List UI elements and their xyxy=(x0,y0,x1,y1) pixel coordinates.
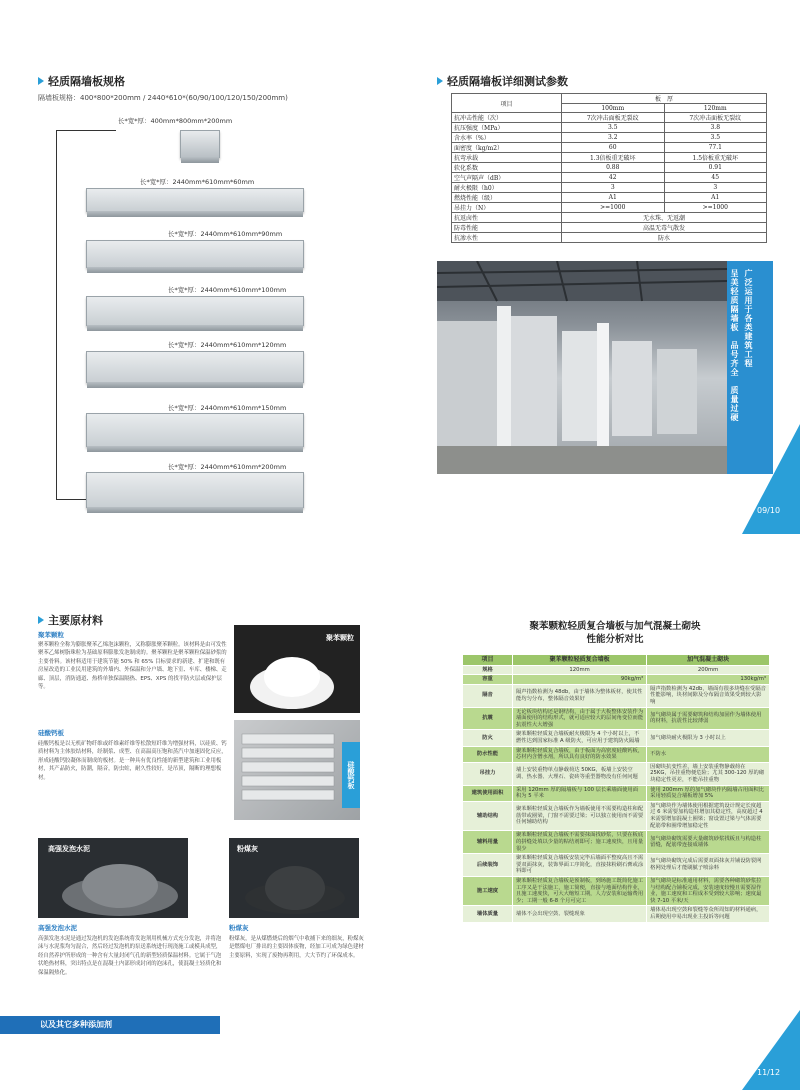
table-row: 吊挂力 墙上安装重物单点静载荷达 50KG，板墙上安装空调、热水器、大理石、瓷砖等重型器物没有任何问题 因砌块抗变性差，墙上安装重物静载荷在 25KG，吊挂重物便危险；尤其 300-120 厚的砌块稳定性更差，不能吊挂重物 xyxy=(463,762,770,785)
table-row: 建筑使用面积 采用 120mm 厚的隔墙板与 100 层长乘墙面使用面积为 5 平米 使用 200mm 厚的加气砌块作内隔墙占用面积比采用轻质复合墙板增加 5% xyxy=(463,785,770,801)
table-row: 面密度（kg/m2） 60 77.1 xyxy=(452,143,767,153)
triangle-bullet-icon xyxy=(38,77,44,85)
material-title-2: 硅酸钙板 xyxy=(38,729,64,737)
material-text-1: 聚苯颗粒全称为膨胀聚苯乙烯泡沫颗粒，又称膨胀聚苯颗粒。该材料是由可发性聚苯乙烯树脂珠粒为基础原料膨胀发泡制成的。聚苯颗粒是聚苯颗粒保温砂浆的主要骨料。该材料适用于建筑节能 50% 和 65% 目标要求的新建、扩建和既有房屋改造的工业民用建筑的外墙内、外保温和分户墙、地下室、车库、楼梯、走廊、顶层，消防通道、热桥单独保温隔热、EPS、XPS 的找平防火层或保护层等。 xyxy=(38,642,227,690)
banner-line-1: 广泛运用于各类建筑工程 xyxy=(744,269,753,368)
table-row: 含水率（%） 3.2 3.5 xyxy=(452,133,767,143)
table-row: 容重 90kg/m³ 130kg/m³ xyxy=(463,675,770,685)
spec-header-item: 项目 xyxy=(452,94,562,113)
table-row: 抗压强度（MPa） 3.5 3.8 xyxy=(452,123,767,133)
table-row: 墙体质量 墙体不会出现空鼓、裂缝现象 墙体易出现空鼓和裂缝等众所周知的材料通病，后期使用中易出现业主投诉等问题 xyxy=(463,906,770,922)
section-title-materials: 主要原材料 xyxy=(38,612,103,628)
table-row: 辅料用量 聚苯颗粒轻质复合墙板不需要抹面找砂浆，只要在板底的拼缝处填以少量的粘结剂即可；施工速度快，且用量很少 加气砌块砌筑需要大量砌筑砂浆找板且与构造柱留缝，配筋带连接成墙体 xyxy=(463,831,770,854)
footer-text: 以及其它多种添加剂 xyxy=(40,1020,112,1029)
panel-image-7 xyxy=(86,472,304,508)
panel-dim-2: 长*宽*厚：2440mm*610mm*60mm xyxy=(140,178,255,186)
table-row: 空气声隔声（dB） 42 45 xyxy=(452,173,767,183)
panel-dim-4: 长*宽*厚：2440mm*610mm*100mm xyxy=(168,286,287,294)
cement-label: 高强发泡水泥 xyxy=(48,845,90,853)
table-row: 后续装饰 聚苯颗粒轻质复合墙板安装完毕后墙面平整度高且不需要双面抹灰，装饰界面工序简化，直接抹粉刷石膏或涂料即可 加气砌块砌筑完成后需要双面抹灰并铺设防裂网格网处理后才能刷腻子喷涂料 xyxy=(463,854,770,877)
spec-header-col1: 100mm xyxy=(562,104,665,113)
table-row: 抗渗水性 防水 xyxy=(452,233,767,243)
spec-line: 隔墙板规格：400*800*200mm / 2440*610*(60/90/100/120/150/200mm) xyxy=(38,94,288,102)
table-row: 规格 120mm 200mm xyxy=(463,665,770,675)
table-row: 辅助结构 聚苯颗粒轻质复合墙板作为墙板使用不需要构造柱和配筋带或圈梁，门窗不需要过梁；可以独立使用而不需要任何辅助结构 加气砌块作为墙体使用根据建筑设计规定长度超过 6 米需要加构造柱增加其稳定性，高度超过 4 米需要增加混凝土圈梁；窗设置过梁与气体需要配筋带和圈带增加稳定性 xyxy=(463,801,770,830)
polystyrene-image xyxy=(234,625,360,713)
material-text-4: 粉煤灰，是从煤燃烧后的烟气中收捕下来的细灰，粉煤灰是燃煤电厂排出的主要固体废物，经加工可成为绿色建材主要原料，实现了废物再利用，大大节约了环保成本。 xyxy=(229,936,364,959)
comparison-table xyxy=(462,654,770,923)
triangle-bullet-icon xyxy=(38,616,44,624)
panel-image-6 xyxy=(86,413,304,447)
table-row: 抗冲击性能（次） 7次冲击面板无裂纹 7次冲击面板无裂纹 xyxy=(452,113,767,123)
page-number-top: 09/10 xyxy=(757,506,781,515)
material-text-2: 硅酸钙板是以无机矿物纤维或纤维素纤维等松散短纤维为增强材料，以硅质、钙质材料为主体胶结材料，经制浆、成型、在高温高压饱和蒸汽中加速固化反应，形成硅酸钙胶凝体而制成的板材。是一种具有优良性能的新型建筑和工业用板材，其产品防火，防潮，隔音，防虫蛀，耐久性较好，是吊顶，隔断的理想板材。 xyxy=(38,741,227,781)
material-title-3: 高强发泡水泥 xyxy=(38,924,77,932)
material-title-4: 粉煤灰 xyxy=(229,924,249,932)
table-row: 抗返卤性 无水珠、无返潮 xyxy=(452,213,767,223)
calcium-silicate-image xyxy=(234,720,360,820)
flyash-label: 粉煤灰 xyxy=(237,845,258,853)
table-row: 耐火极限（h0） 3 3 xyxy=(452,183,767,193)
spec-header-group: 板 厚 xyxy=(562,94,767,104)
banner-line-2: 呈美轻质隔墙板 品号齐全 质量过硬 xyxy=(730,269,739,422)
panel-image-4 xyxy=(86,296,304,326)
cement-image xyxy=(38,838,188,918)
table-row: 抗震 无论板块结构还是钢结构，由于属于大板整体安装作为墙面使用的结构形式，就可适应较大的层间角变位而能抗震性大大增强 加气砌块属于需要砌筑和结构加固作为墙体使用的材料，抗震性比较薄弱 xyxy=(463,707,770,730)
panel-dim-6: 长*宽*厚：2440mm*610mm*150mm xyxy=(168,404,287,412)
section-title-specs: 轻质隔墙板规格 xyxy=(38,73,125,89)
table-row: 防毒性能 高温无毒气散发 xyxy=(452,223,767,233)
footer-bar xyxy=(0,1016,220,1034)
table-row: 软化系数 0.88 0.91 xyxy=(452,163,767,173)
panel-image-5 xyxy=(86,351,304,383)
table-header-row: 项目 聚苯颗粒轻质复合墙板 加气混凝土砌块 xyxy=(463,655,770,666)
table-row: 抗弯承载 1.3倍板重无破坏 1.5倍板重无破坏 xyxy=(452,153,767,163)
construction-photo xyxy=(437,261,727,474)
comparison-title: 聚苯颗粒轻质复合墙板与加气混凝土砌块 性能分析对比 xyxy=(529,621,701,646)
section-title-params: 轻质隔墙板详细测试参数 xyxy=(437,73,568,89)
corner-triangle xyxy=(742,424,800,534)
material-title-1: 聚苯颗粒 xyxy=(38,631,64,639)
page-number-bottom: 11/12 xyxy=(757,1068,781,1077)
panel-dim-3: 长*宽*厚：2440mm*610mm*90mm xyxy=(168,230,283,238)
table-row: 吊挂力（N） >=1000 >=1000 xyxy=(452,203,767,213)
corner-triangle-bottom xyxy=(742,1010,800,1090)
table-row: 防水性能 聚苯颗粒轻质复合墙板，由于板面为高密度硅酸钙板，芯材内含憎水剂，所以具有良好的防水效果 不防水 xyxy=(463,746,770,762)
panel-image-2 xyxy=(86,188,304,212)
flyash-image xyxy=(229,838,359,918)
material-text-3: 高强发泡水泥是通过发泡机的发泡系统将发泡剂用机械方式充分发泡，并将泡沫与水泥浆均匀混合，然后经过发泡机的泵送系统进行现浇施工或模具成型，经自然养护所形成的一种含有大量封闭气孔的新型轻质保温材料。它属于气泡状绝热材料，突出特点是在混凝土内部形成封闭的泡沫孔，使混凝土轻质化和保温隔热化。 xyxy=(38,936,222,976)
panel-image-1 xyxy=(180,130,220,158)
triangle-bullet-icon xyxy=(437,77,443,85)
table-row: 防火 聚苯颗粒轻质复合墙板耐火极限为 4 个小时以上，不燃性达到国家标准 A 级防火，可应用于建筑防火隔墙 加气砌块耐火极限为 3 小时以上 xyxy=(463,730,770,746)
panel-dim-1: 长*宽*厚：400mm*800mm*200mm xyxy=(118,117,233,125)
polystyrene-label: 聚苯颗粒 xyxy=(326,634,354,642)
table-row: 隔音 隔声指数检测为 48db，由于墙体为整体板材，使其性能均匀分布，整体隔音效果好 隔声指数检测为 42db，墙面有很多块缝在受隔音性能影响，块材间隙及分布隔音效果受到较大影响 xyxy=(463,684,770,707)
spec-table xyxy=(451,93,767,243)
table-row: 施工速度 聚苯颗粒轻质复合墙板是预制板，到场施工既简化施工工序又是干法施工，施工简便，直接与地面结构作业，且施工速度快，可大大缩短工期，人力安装和运输费用少；工期一般 6-8 个月可完工 加气砌块是标准通用材料，需要各种砌筑砂浆拉与结构配合铺板完成，安装速度较慢且需要湿作业，施工速度和工程成本受到较大影响；速度最快 7-10 平米/天 xyxy=(463,876,770,905)
panel-image-3 xyxy=(86,240,304,268)
panel-dim-5: 长*宽*厚：2440mm*610mm*120mm xyxy=(168,341,287,349)
calcium-silicate-label: 硅酸钙板 xyxy=(342,742,360,808)
table-row: 燃烧性能（级） A1 A1 xyxy=(452,193,767,203)
construction-photo-drawing xyxy=(437,261,727,474)
panel-dim-7: 长*宽*厚：2440mm*610mm*200mm xyxy=(168,463,287,471)
spec-header-col2: 120mm xyxy=(664,104,767,113)
